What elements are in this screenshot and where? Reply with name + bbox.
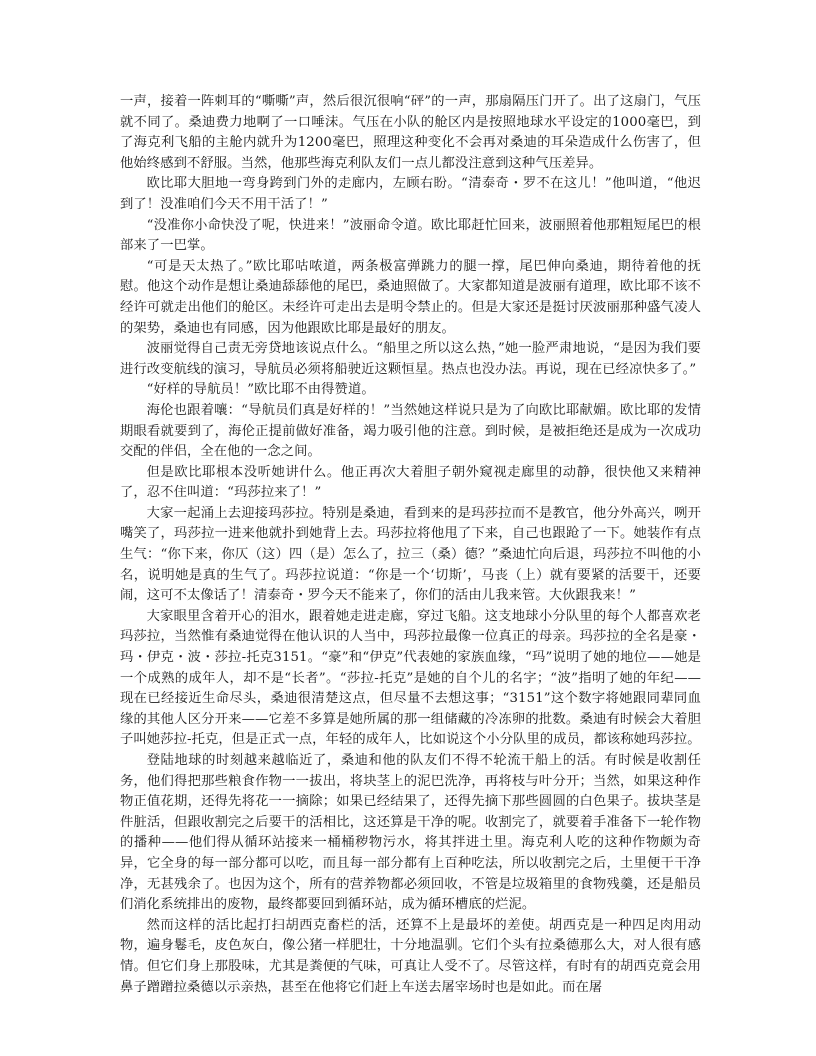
paragraph: 欧比耶大胆地一弯身跨到门外的走廊内，左顾右盼。“清泰奇・罗不在这儿！”他叫道，“他迟到了！没准咱们今天不用干活了！” xyxy=(120,176,701,212)
paragraph: 大家一起涌上去迎接玛莎拉。特别是桑迪，看到来的是玛莎拉而不是教官，他分外高兴，咧开嘴笑了，玛莎拉一进来他就扑到她背上去。玛莎拉将他甩了下来，自己也跟跄了一下。她装作有点生气：“你下来，你仄（这）四（是）怎么了，拉三（桑）德？”桑迪忙向后退，玛莎拉不叫他的小名，说明她是真的生气了。玛莎拉说道：“你是一个‘切斯’，马丧（上）就有要紧的活要干，还要闹，这可不太像话了！清泰奇・罗今天不能来了，你们的活由儿我来管。大伙跟我来！” xyxy=(120,505,701,604)
paragraph: “好样的导航员！”欧比耶不由得赞道。 xyxy=(146,382,375,398)
paragraph: 登陆地球的时刻越来越临近了，桑迪和他的队友们不得不轮流干船上的活。有时候是收割任务，他们得把那些粮食作物一一拔出，将块茎上的泥巴洗净，再将枝与叶分开；当然，如果这种作物正值花期，还得先将花一一摘除；如果已经结果了，还得先摘下那些圆圆的白色果子。拔块茎是件脏活，但跟收割完之后要干的活相比，这还算是干净的呢。收割完了，就要着手准备下一轮作物的播种——他们得从循环站接来一桶桶秽物污水，将其拌进土里。海克利人吃的这种作物颇为奇异，它全身的每一部分都可以吃，而且每一部分都有上百种吃法，所以收割完之后，土里便干干净净，无甚残余了。也因为这个，所有的营养物都必须回收，不管是垃圾箱里的食物残羹，还是船员们消化系统排出的废物，最终都要回到循环站，成为循环槽底的烂泥。 xyxy=(120,753,701,913)
paragraph: 但是欧比耶根本没听她讲什么。他正再次大着胆子朝外窥视走廊里的动静，很快他又来精神了，忍不住叫道：“玛莎拉来了！” xyxy=(120,464,701,501)
paragraph: 海伦也跟着嚷：“导航员们真是好样的！”当然她这样说只是为了向欧比耶献媚。欧比耶的发情期眼看就要到了，海伦正提前做好准备，竭力吸引他的注意。到时候，是被拒绝还是成为一次成功交配的伴侣，全在他的一念之间。 xyxy=(120,402,701,460)
paragraph: 大家眼里含着开心的泪水，跟着她走进走廊，穿过飞船。这支地球小分队里的每个人都喜欢老玛莎拉，当然惟有桑迪觉得在他认识的人当中，玛莎拉最像一位真正的母亲。玛莎拉的全名是豪・玛・伊克・波・莎拉-托克3151。“豪”和“伊克”代表她的家族血缘，“玛”说明了她的地位——她是一个成熟的成年人，却不是“长者”。“莎拉-托克”是她的自个儿的名字；“波”指明了她的年纪——现在已经接近生命尽头，桑迪很清楚这点，但尽量不去想这事；“3151”这个数字将她跟同辈同血缘的其他人区分开来——它差不多算是她所属的那一组储藏的冷冻卵的批数。桑迪有时候会大着胆子叫她莎拉-托克，但是正式一点，年轻的成年人，比如说这个小分队里的成员，都该称她玛莎拉。 xyxy=(120,608,701,748)
paragraph: “没准你小命快没了呢，快进来！”波丽命令道。欧比耶赶忙回来，波丽照着他那粗短尾巴的根部来了一巴掌。 xyxy=(120,217,701,254)
paragraph: 一声，接着一阵刺耳的“嘶嘶”声，然后很沉很响“砰”的一声，那扇隔压门开了。出了这扇门，气压就不同了。桑迪费力地啊了一口唾沫。气压在小队的舱区内是按照地球水平设定的1000毫巴，到了海克利飞船的主舱内就升为1200毫巴，照理这种变化不会再对桑迪的耳朵造成什么伤害了，但他始终感到不舒服。当然，他那些海克利队友们一点儿都没注意到这种气压差异。 xyxy=(120,94,701,171)
paragraph: 然而这样的活比起打扫胡西克畜栏的活，还算不上是最坏的差使。胡西克是一种四足肉用动物，遍身鬈毛，皮色灰白，像公猪一样肥壮，十分地温驯。它们个头有拉桑德那么大，对人很有感情。但它们身上那股味，尤其是粪便的气味，可真让人受不了。尽管这样，有时有的胡西克竟会用鼻子蹭蹭拉桑德以示亲热，甚至在他将它们赶上车送去屠宰场时也是如此。而在屠 xyxy=(120,917,701,995)
paragraph: 波丽觉得自己责无旁贷地该说点什么。“船里之所以这么热，”她一脸严肃地说，“是因为我们要进行改变航线的演习，导航员必须将船驶近这颗恒星。热点也没办法。再说，现在已经凉快多了。” xyxy=(120,341,701,377)
paragraph: “可是天太热了。”欧比耶咕哝道，两条极富弹跳力的腿一撑，尾巴伸向桑迪，期待着他的抚慰。他这个动作是想让桑迪舔舔他的尾巴，桑迪照做了。大家都知道是波丽有道理，欧比耶不该不经许可就走出他们的舱区。未经许可走出去是明令禁止的。但是大家还是挺讨厌波丽那种盛气凌人的架势，桑迪也有同感，因为他跟欧比耶是最好的朋友。 xyxy=(120,258,701,336)
